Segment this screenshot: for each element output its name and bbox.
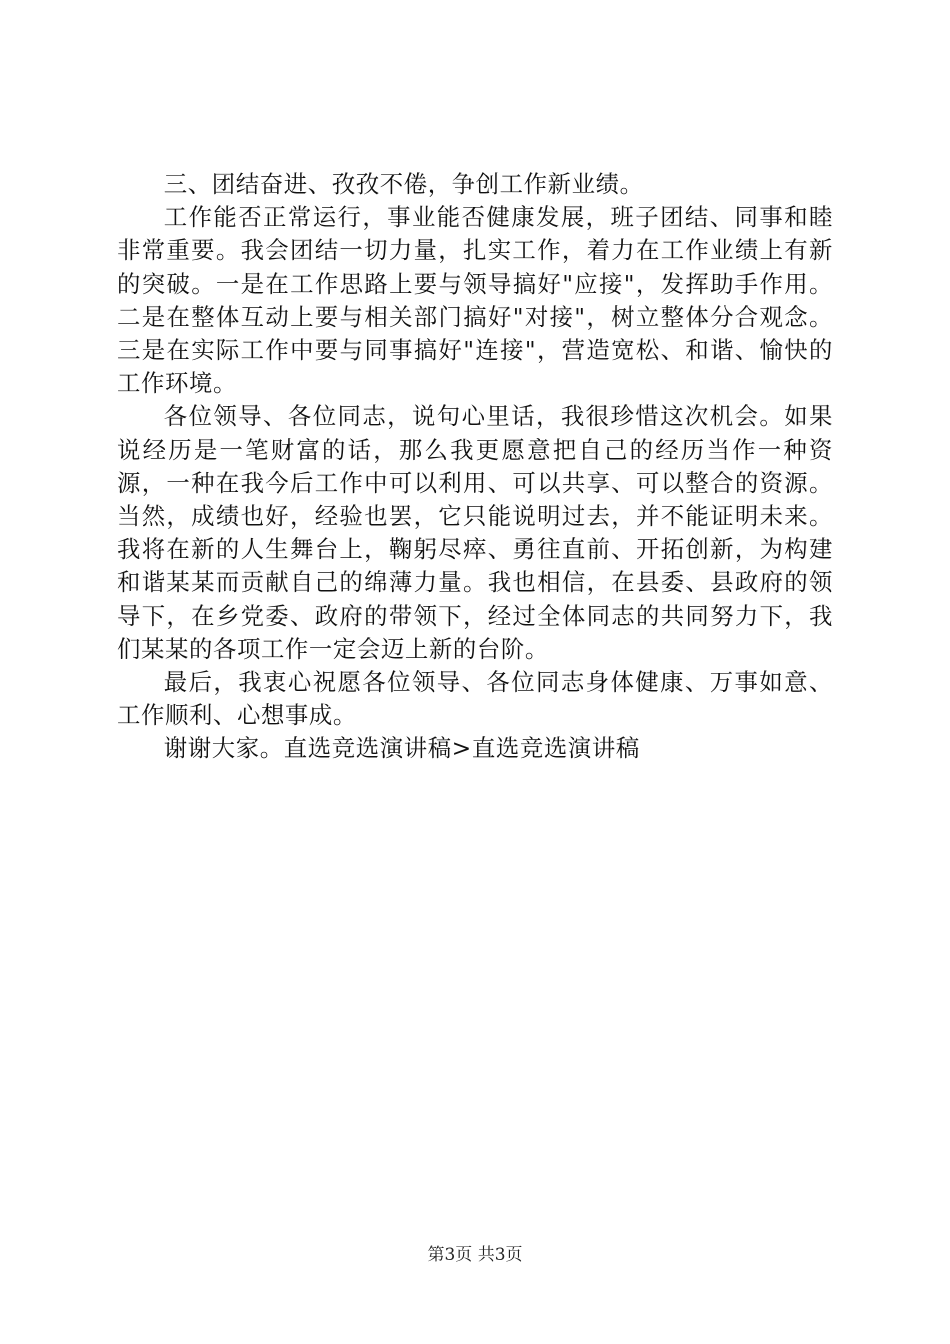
- document-body: [117, 168, 833, 766]
- paragraph-opportunity: 各位领导、各位同志，说句心里话，我很珍惜这次机会。如果说经历是一笔财富的话，那么我更愿意把自己的经历当作一种资源，一种在我今后工作中可以利用、可以共享、可以整合的资源。当然，成绩也好，经验也罢，它只能说明过去，并不能证明未来。我将在新的人生舞台上，鞠躬尽瘁、勇往直前、开拓创新，为构建和谐某某而贡献自己的绵薄力量。我也相信，在县委、县政府的领导下，在乡党委、政府的带领下，经过全体同志的共同努力下，我们某某的各项工作一定会迈上新的台阶。: [117, 402, 833, 663]
- paragraph-closing-wishes: 最后，我衷心祝愿各位领导、各位同志身体健康、万事如意、工作顺利、心想事成。: [117, 668, 833, 730]
- page-number-footer: 第3页 共3页: [427, 1245, 523, 1265]
- paragraph-heading-three: 三、团结奋进、孜孜不倦，争创工作新业绩。: [163, 170, 644, 198]
- paragraph-thanks: 谢谢大家。直选竞选演讲稿>直选竞选演讲稿: [163, 734, 640, 763]
- paragraph-teamwork: 工作能否正常运行，事业能否健康发展，班子团结、同事和睦非常重要。我会团结一切力量，扎实工作，着力在工作业绩上有新的突破。一是在工作思路上要与领导搞好"应接"，发挥助手作用。二是在整体互动上要与相关部门搞好"对接"，树立整体分合观念。三是在实际工作中要与同事搞好"连接"，营造宽松、和谐、愉快的工作环境。: [117, 203, 833, 398]
